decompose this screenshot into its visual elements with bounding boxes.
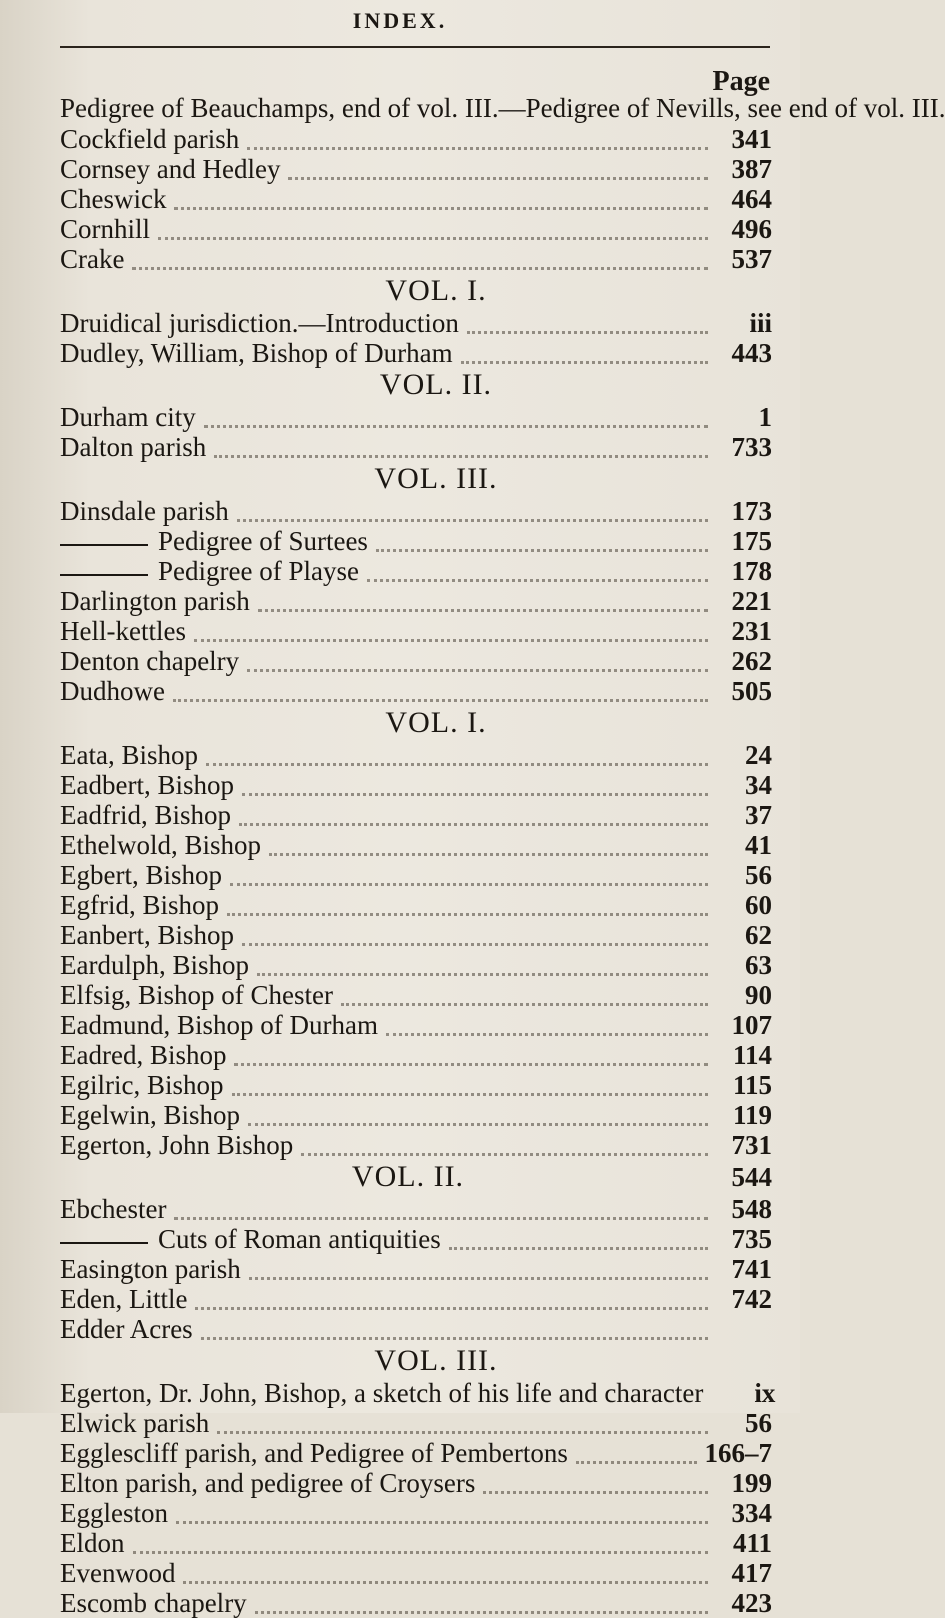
page-number: 731 (731, 1130, 772, 1160)
dot-leader (201, 1327, 708, 1340)
index-entry (60, 950, 772, 980)
index-entry (60, 616, 772, 646)
index-entry (60, 676, 772, 706)
volume-heading: VOL. I. (385, 274, 487, 307)
page-number: 262 (731, 646, 772, 676)
index-entry (60, 432, 772, 462)
index-content (60, 92, 945, 1618)
entry-text: Cockfield parish (60, 124, 240, 154)
entry-text: Eardulph, Bishop (60, 950, 249, 980)
dot-leader (248, 1113, 708, 1126)
index-entry (60, 1498, 772, 1528)
dot-leader (258, 599, 708, 612)
index-entry (60, 308, 772, 338)
page-number: 175 (731, 526, 772, 556)
page-number: 464 (731, 184, 772, 214)
page-number: 334 (731, 1498, 772, 1528)
dot-leader (242, 783, 708, 796)
entry-text: Dudhowe (60, 676, 165, 706)
index-entry (60, 740, 772, 770)
entry-text: Ebchester (60, 1194, 167, 1224)
volume-heading: VOL. III. (374, 462, 498, 495)
index-entry (60, 830, 772, 860)
dot-leader (176, 1511, 708, 1524)
index-entry (60, 1588, 772, 1618)
index-entry (60, 244, 772, 274)
page-number: 496 (731, 214, 772, 244)
entry-text: Dudley, William, Bishop of Durham (60, 338, 453, 368)
page-number: 505 (731, 676, 772, 706)
entry-text: Elton parish, and pedigree of Croysers (60, 1468, 476, 1498)
dot-leader (173, 689, 708, 702)
page-number: 24 (745, 740, 772, 770)
index-entry (60, 1408, 772, 1438)
index-entry (60, 556, 772, 586)
index-entry (60, 1100, 772, 1130)
dot-leader (237, 509, 708, 522)
dot-leader (576, 1451, 697, 1464)
dot-leader (214, 445, 708, 458)
intro-text: Pedigree of Beauchamps, end of vol. III.—Pedigree of Nevills, see end of vol. III. (60, 93, 945, 123)
page-number: 107 (731, 1010, 772, 1040)
index-entry (60, 338, 772, 368)
index-entry (60, 526, 772, 556)
index-entry (60, 1558, 772, 1588)
index-entry (60, 890, 772, 920)
entry-text: Elwick parish (60, 1408, 210, 1438)
page-number: 199 (731, 1468, 772, 1498)
entry-text: Ethelwold, Bishop (60, 830, 261, 860)
index-entry (60, 1314, 772, 1344)
index-entry (60, 1194, 772, 1224)
dot-leader (183, 1571, 708, 1584)
page-number: 741 (731, 1254, 772, 1284)
page-number: 417 (731, 1558, 772, 1588)
page-header: INDEX. (352, 8, 448, 33)
dot-leader (249, 1267, 708, 1280)
page-number: 56 (745, 1408, 772, 1438)
volume-heading: VOL. III. (374, 1344, 498, 1377)
entry-text: Darlington parish (60, 586, 250, 616)
index-entry (60, 920, 772, 950)
page-number: 544 (731, 1162, 772, 1192)
dot-leader (234, 1053, 708, 1066)
page-number: 387 (731, 154, 772, 184)
entry-text: Hell-kettles (60, 616, 186, 646)
entry-text: Dalton parish (60, 432, 207, 462)
page-number: 1 (758, 402, 772, 432)
entry-text: Egelwin, Bishop (60, 1100, 240, 1130)
page-number: 742 (731, 1284, 772, 1314)
index-entry (60, 214, 772, 244)
entry-text: Druidical jurisdiction.—Introduction (60, 308, 459, 338)
index-entry (60, 1070, 772, 1100)
entry-text: Cornsey and Hedley (60, 154, 281, 184)
dot-leader (206, 753, 708, 766)
dot-leader (242, 933, 708, 946)
index-entry (60, 154, 772, 184)
index-entry (60, 1378, 776, 1408)
page-number: 733 (731, 432, 772, 462)
entry-text: Escomb chapelry (60, 1588, 247, 1618)
index-entry (60, 800, 772, 830)
entry-text: Egbert, Bishop (60, 860, 222, 890)
index-entry (60, 1254, 772, 1284)
entry-text: Cornhill (60, 214, 151, 244)
dot-leader (367, 569, 708, 582)
entry-text: Easington parish (60, 1254, 241, 1284)
page-number: 56 (745, 860, 772, 890)
dot-leader (174, 197, 708, 210)
index-entry (60, 1284, 772, 1314)
volume-heading-row (60, 1160, 772, 1194)
entry-text: Egilric, Bishop (60, 1070, 224, 1100)
index-entry (60, 184, 772, 214)
entry-text: Eanbert, Bishop (60, 920, 234, 950)
index-entry (60, 1010, 772, 1040)
dot-leader (217, 1421, 708, 1434)
entry-text: Egfrid, Bishop (60, 890, 219, 920)
page-number: 62 (745, 920, 772, 950)
dot-leader (269, 843, 708, 856)
entry-text: Eadbert, Bishop (60, 770, 234, 800)
entry-text: Dinsdale parish (60, 496, 229, 526)
dot-leader (230, 873, 708, 886)
dot-leader (341, 993, 708, 1006)
dot-leader (204, 415, 708, 428)
entry-text: Durham city (60, 402, 196, 432)
dot-leader (461, 351, 708, 364)
index-entry (60, 1224, 772, 1254)
entry-text: Egglescliff parish, and Pedigree of Pembertons (60, 1438, 568, 1468)
page-number: iii (749, 308, 772, 338)
index-entry (60, 980, 772, 1010)
entry-text: Egerton, John Bishop (60, 1130, 294, 1160)
dot-leader (386, 1023, 708, 1036)
dot-leader (483, 1481, 708, 1494)
dot-leader (232, 1083, 709, 1096)
dot-leader (467, 321, 708, 334)
dot-leader (301, 1143, 708, 1156)
entry-text: Crake (60, 244, 125, 274)
page-number: 115 (732, 1070, 772, 1100)
entry-text: Eden, Little (60, 1284, 188, 1314)
index-entry (60, 860, 772, 890)
index-entry (60, 1130, 772, 1160)
page-number: 173 (731, 496, 772, 526)
header-rule (60, 46, 770, 48)
page-number: 178 (731, 556, 772, 586)
page-number: 735 (731, 1224, 772, 1254)
dot-leader (255, 1601, 708, 1614)
page-number: 221 (731, 586, 772, 616)
volume-heading: VOL. I. (385, 706, 487, 739)
index-entry (60, 402, 772, 432)
page-number: 166–7 (704, 1438, 772, 1468)
page-number: 60 (745, 890, 772, 920)
page-column-label: Page (712, 66, 770, 97)
entry-text: Evenwood (60, 1558, 176, 1588)
entry-text: Eldon (60, 1528, 125, 1558)
entry-text: Denton chapelry (60, 646, 240, 676)
dot-leader (174, 1207, 708, 1220)
dot-leader (247, 659, 708, 672)
volume-heading: VOL. II. (379, 368, 493, 401)
intro-line (60, 92, 945, 124)
page-number: 114 (732, 1040, 772, 1070)
dot-leader (239, 813, 708, 826)
entry-text: Cheswick (60, 184, 167, 214)
ditto-dash (60, 1242, 148, 1244)
index-entry (60, 586, 772, 616)
dot-leader (158, 227, 708, 240)
page-number: 231 (731, 616, 772, 646)
index-entry (60, 1528, 772, 1558)
dot-leader (132, 257, 708, 270)
dot-leader (376, 539, 708, 552)
index-entry (60, 1468, 772, 1498)
entry-text: Eadfrid, Bishop (60, 800, 231, 830)
page-number: ix (754, 1378, 776, 1408)
page-number: 34 (745, 770, 772, 800)
entry-text: Pedigree of Surtees (158, 526, 368, 556)
page-number: 41 (745, 830, 772, 860)
page-number: 341 (731, 124, 772, 154)
dot-leader (247, 137, 708, 150)
page-number: 37 (745, 800, 772, 830)
ditto-dash (60, 574, 148, 576)
page-number: 423 (731, 1588, 772, 1618)
page-number: 90 (745, 980, 772, 1010)
entry-text: Eadred, Bishop (60, 1040, 227, 1070)
index-entry (60, 646, 772, 676)
entry-text: Pedigree of Playse (158, 556, 359, 586)
page-number: 443 (731, 338, 772, 368)
page-number: 119 (732, 1100, 772, 1130)
volume-heading: VOL. II. (351, 1160, 465, 1193)
entry-text: Eadmund, Bishop of Durham (60, 1010, 378, 1040)
dot-leader (194, 629, 708, 642)
page-number: 548 (731, 1194, 772, 1224)
entry-text: Eata, Bishop (60, 740, 198, 770)
index-entry (60, 1040, 772, 1070)
ditto-dash (60, 544, 148, 546)
dot-leader (195, 1297, 708, 1310)
entry-text: Cuts of Roman antiquities (158, 1224, 441, 1254)
entry-text: Eggleston (60, 1498, 168, 1528)
index-entry (60, 770, 772, 800)
dot-leader (227, 903, 708, 916)
entry-text: Egerton, Dr. John, Bishop, a sketch of his life and character (60, 1378, 704, 1408)
page-number: 411 (732, 1528, 772, 1558)
entry-text: Edder Acres (60, 1314, 193, 1344)
page-number: 537 (731, 244, 772, 274)
dot-leader (257, 963, 708, 976)
dot-leader (449, 1237, 708, 1250)
index-entry (60, 124, 772, 154)
index-entry (60, 1438, 772, 1468)
page-number: 63 (745, 950, 772, 980)
entry-text: Elfsig, Bishop of Chester (60, 980, 333, 1010)
dot-leader (288, 167, 708, 180)
dot-leader (133, 1541, 709, 1554)
index-entry (60, 496, 772, 526)
